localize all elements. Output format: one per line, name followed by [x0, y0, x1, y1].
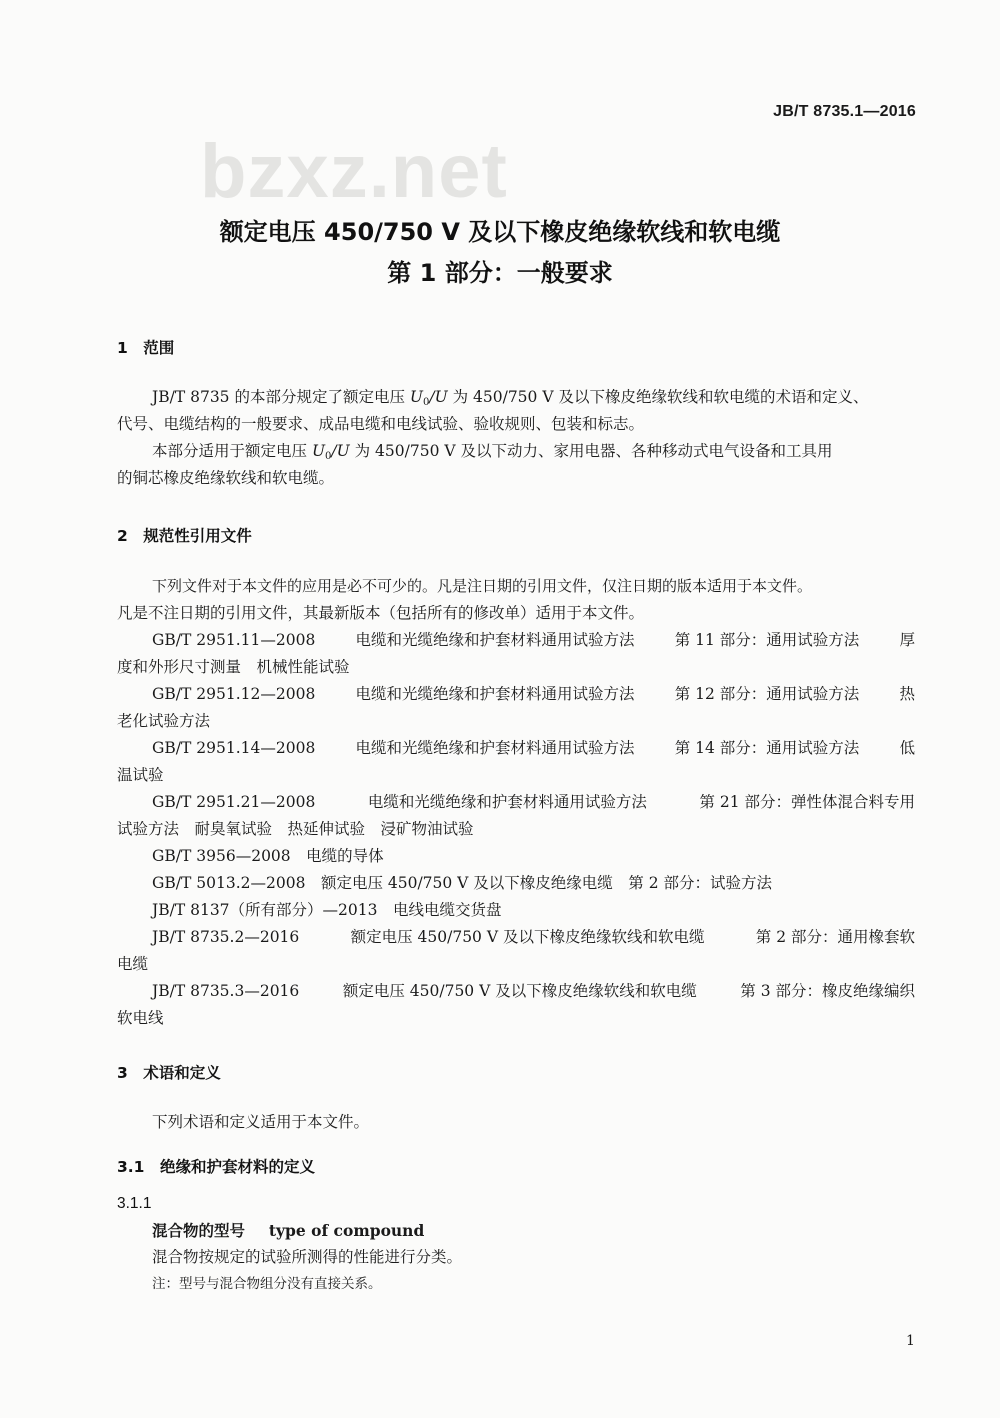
reference-item-continuation: 老化试验方法 — [117, 712, 211, 730]
reference-item: GB/T 2951.12—2008 电缆和光缆绝缘和护套材料通用试验方法 第 12 部分：通用试验方法 热 — [152, 685, 915, 703]
scope-paragraph1-line2: 代号、电缆结构的一般要求、成品电缆和电线试验、验收规则、包装和标志。 — [117, 415, 645, 433]
reference-item-continuation: 电缆 — [117, 955, 149, 973]
term-english: type of compound — [268, 1221, 425, 1240]
scope-paragraph2-line2: 的铜芯橡皮绝缘软线和软电缆。 — [117, 469, 335, 487]
subsection-heading: 3.1 绝缘和护套材料的定义 — [117, 1158, 315, 1176]
watermark: bzxz.net — [200, 129, 508, 214]
term-entry — [152, 1221, 424, 1241]
reference-item: GB/T 2951.14—2008 电缆和光缆绝缘和护套材料通用试验方法 第 14 部分：通用试验方法 低 — [152, 739, 915, 757]
reference-item: GB/T 3956—2008 电缆的导体 — [152, 847, 384, 865]
reference-item-continuation: 度和外形尺寸测量 机械性能试验 — [117, 658, 350, 676]
document-title-line2: 第 1 部分：一般要求 — [387, 259, 613, 287]
section-heading-terms: 3 术语和定义 — [117, 1064, 221, 1082]
page-number: 1 — [906, 1333, 915, 1349]
clause-number: 3.1.1 — [117, 1195, 152, 1212]
scope-paragraph1-line1: JB/T 8735 的本部分规定了额定电压 $U_0/U$ 为 450/750 V 及以下橡皮绝缘软线和软电缆的术语和定义、 — [152, 388, 869, 408]
scope-paragraph2-line1: 本部分适用于额定电压 $U_0/U$ 为 450/750 V 及以下动力、家用电器、各种移动式电气设备和工具用 — [152, 442, 833, 462]
reference-item: GB/T 2951.21—2008 电缆和光缆绝缘和护套材料通用试验方法 第 21 部分：弹性体混合料专用 — [152, 793, 915, 811]
reference-item: GB/T 5013.2—2008 额定电压 450/750 V 及以下橡皮绝缘电缆 第 2 部分：试验方法 — [152, 874, 773, 892]
document-title-line1: 额定电压 450/750 V 及以下橡皮绝缘软线和软电缆 — [219, 218, 781, 246]
references-intro-line1: 下列文件对于本文件的应用是必不可少的。凡是注日期的引用文件，仅注日期的版本适用于本文件。 — [152, 577, 813, 595]
term-definition: 混合物按规定的试验所测得的性能进行分类。 — [152, 1248, 463, 1266]
reference-item-continuation: 试验方法 耐臭氧试验 热延伸试验 浸矿物油试验 — [117, 820, 474, 838]
reference-item-continuation: 软电线 — [117, 1009, 164, 1027]
reference-item: JB/T 8137（所有部分）—2013 电线电缆交货盘 — [152, 901, 502, 919]
terms-intro: 下列术语和定义适用于本文件。 — [152, 1113, 370, 1131]
references-intro-line2: 凡是不注日期的引用文件，其最新版本（包括所有的修改单）适用于本文件。 — [117, 604, 645, 622]
reference-item: GB/T 2951.11—2008 电缆和光缆绝缘和护套材料通用试验方法 第 11 部分：通用试验方法 厚 — [152, 631, 915, 649]
term-note: 注：型号与混合物组分没有直接关系。 — [152, 1276, 382, 1292]
reference-item: JB/T 8735.3—2016 额定电压 450/750 V 及以下橡皮绝缘软线和软电缆 第 3 部分：橡皮绝缘编织 — [152, 982, 915, 1000]
section-heading-scope: 1 范围 — [117, 339, 175, 357]
reference-item: JB/T 8735.2—2016 额定电压 450/750 V 及以下橡皮绝缘软线和软电缆 第 2 部分：通用橡套软 — [152, 928, 915, 946]
term-chinese: 混合物的型号 — [152, 1222, 246, 1240]
section-heading-normative-references: 2 规范性引用文件 — [117, 527, 252, 545]
reference-item-continuation: 温试验 — [117, 766, 164, 784]
standard-code: JB/T 8735.1—2016 — [773, 103, 916, 120]
